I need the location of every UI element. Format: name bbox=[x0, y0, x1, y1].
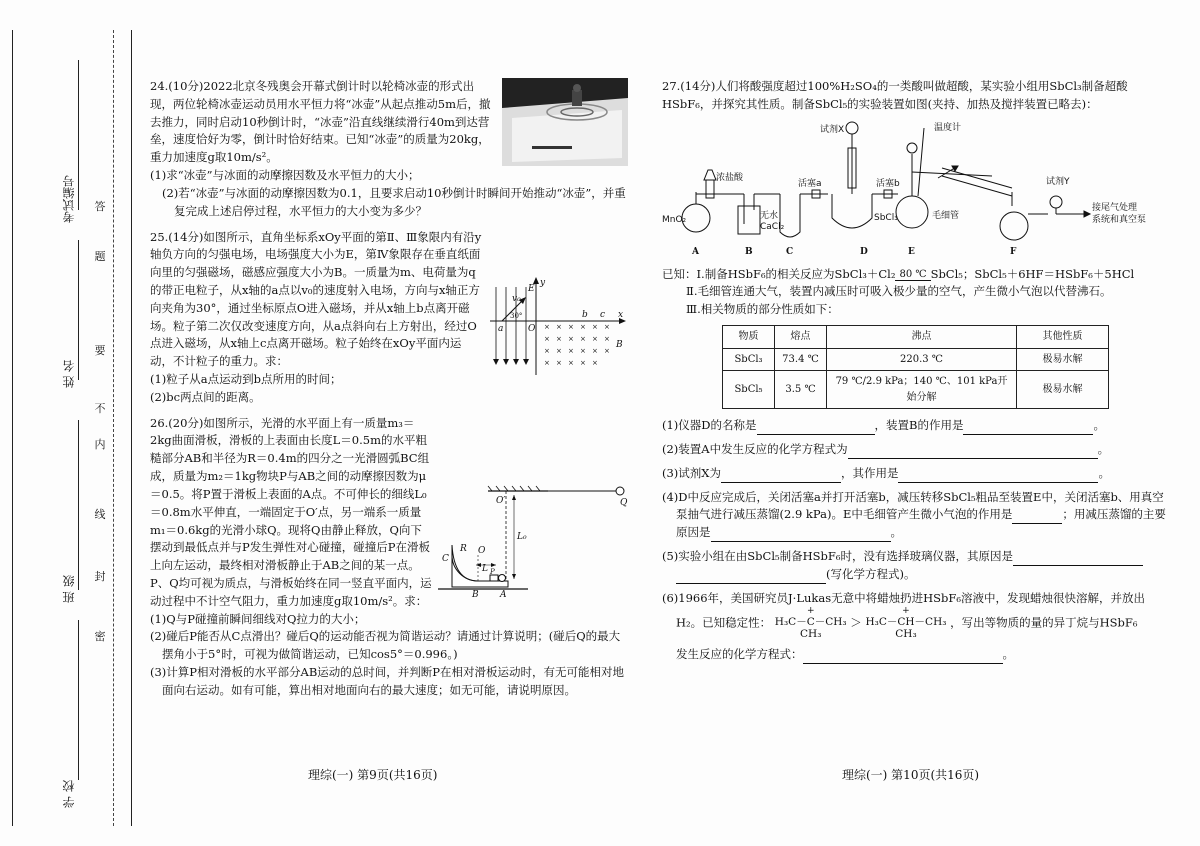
table-row bbox=[723, 371, 1109, 409]
q24-sub1: (1)求“冰壶”与冰面的动摩擦因数及水平恒力的大小； bbox=[150, 168, 420, 183]
fig-label-x: x bbox=[618, 309, 624, 320]
svg-text:×: × bbox=[556, 334, 562, 343]
carbocation-1: + H₃C－C－CH₃ CH₃ bbox=[774, 606, 847, 640]
fig-label-Q: Q bbox=[620, 497, 628, 508]
svg-text:×: × bbox=[604, 322, 610, 331]
q26-stem: 26.(20分)如图所示，光滑的水平面上有一质量m₃＝2kg曲面滑板，滑板的上表面由长度L＝0.5m的水平粗糙部分AB和半径为R＝0.4m的四分之一光滑圆弧BC组成，质量为m₂＝1kg物块P与AB之间的动摩擦因数为μ＝0.5。将P置于滑板上表面的A点。不可伸长的细线L₀＝0.8m水平伸直，一端固定于O′点，另一端系一质量m₁＝0.6kg的光滑小球Q。现将Q由静止释放，Q向下摆动到最低点并与P发生弹性对心碰撞，碰撞后P在滑板上向左运动，最终相对滑板静止于AB之间的某一点。P、Q均可视为质点，与滑板始终在同一竖直平面内，运动过程中不计空气阻力，重力加速度g取10m/s²。求： bbox=[150, 415, 432, 608]
svg-text:×: × bbox=[568, 346, 574, 355]
fig-label-E: E bbox=[528, 283, 535, 294]
q27-stem: 27.(14分)人们将酸强度超过100%H₂SO₄的一类酸叫做超酸，某实验小组用SbCl₃制备超酸HSbF₆，并探究其性质。制备SbCl₅的实验装置如图(夹持、加热及搅拌装置已略去)： bbox=[662, 79, 1128, 111]
known-1: 已知：Ⅰ.制备HSbF₆的相关反应为SbCl₃＋Cl₂ 80 ℃ SbCl₅；SbCl₅＋6HF＝HSbF₆＋5HCl bbox=[662, 266, 1135, 281]
answer-blank[interactable] bbox=[711, 541, 891, 542]
fig-label-a: a bbox=[498, 323, 504, 334]
label-B: B bbox=[745, 246, 753, 257]
q25-sub1: (1)粒子从a点运动到b点所用的时间； bbox=[150, 372, 342, 386]
q26-sub3: (3)计算P相对滑板的水平部分AB运动的总时间，并判断P在相对滑板运动时，有无可能相对地面向右运动。如有可能，算出相对地面向右的最大速度；如无可能，请说明原因。 bbox=[150, 665, 625, 697]
svg-text:×: × bbox=[604, 334, 610, 343]
exam-number-label: 考试编号 bbox=[62, 175, 76, 223]
curling-photo bbox=[502, 78, 628, 166]
school-label: 学 校 bbox=[62, 780, 76, 808]
table-cell: 极易水解 bbox=[1017, 371, 1109, 409]
answer-blank[interactable] bbox=[1013, 565, 1143, 566]
answer-blank[interactable] bbox=[963, 434, 1093, 435]
table-cell: 73.4 ℃ bbox=[775, 348, 827, 371]
svg-text:×: × bbox=[568, 358, 574, 367]
table-header-row bbox=[723, 326, 1109, 349]
seal-word: 内 bbox=[94, 438, 106, 451]
table-cell: 3.5 ℃ bbox=[775, 371, 827, 409]
q25-figure bbox=[488, 275, 628, 379]
table-header: 沸点 bbox=[827, 326, 1017, 349]
table-header: 熔点 bbox=[775, 326, 827, 349]
class-blank bbox=[78, 420, 79, 590]
label-reagent-x: 试剂X bbox=[820, 124, 845, 135]
label-cacl2: CaCl₂ bbox=[760, 221, 785, 232]
svg-text:×: × bbox=[544, 334, 550, 343]
answer-blank[interactable] bbox=[803, 663, 1003, 664]
label-sbcl3: SbCl₃ bbox=[874, 212, 898, 223]
right-column bbox=[662, 78, 1167, 664]
answer-blank[interactable] bbox=[898, 482, 1098, 483]
binding-line bbox=[131, 30, 132, 826]
q25-sub2: (2)bc两点间的距离。 bbox=[150, 389, 261, 404]
q26-sub2: (2)碰后P能否从C点滑出？碰后Q的运动能否视为简谐运动？请通过计算说明；(碰后Q的最大摆角小于5°时，可视为做简谐运动，已知cos5°＝0.996。) bbox=[150, 629, 621, 662]
fig-label-C: C bbox=[442, 553, 449, 564]
seal-word: 要 bbox=[94, 344, 106, 357]
fig-label-B: B bbox=[472, 589, 479, 600]
binding-strip bbox=[0, 0, 140, 846]
name-label: 姓 名 bbox=[62, 360, 76, 388]
apparatus-diagram bbox=[662, 114, 1167, 266]
table-header: 其他性质 bbox=[1017, 326, 1109, 349]
q27-sub2: (2)装置A中发生反应的化学方程式为 。 bbox=[662, 441, 1167, 459]
seal-word: 封 bbox=[94, 570, 106, 583]
fig-label-B: B bbox=[616, 339, 623, 350]
label-A: A bbox=[692, 246, 699, 257]
answer-blank[interactable] bbox=[757, 434, 875, 435]
answer-blank[interactable] bbox=[676, 583, 826, 584]
label-D: D bbox=[860, 246, 868, 257]
table-cell: SbCl₃ bbox=[723, 348, 775, 371]
seal-word: 题 bbox=[94, 250, 106, 263]
q27-sub5: (5)实验小组在由SbCl₅制备HSbF₆时，没有选择玻璃仪器，其原因是 (写化学方程式)。 bbox=[662, 548, 1167, 584]
fig-label-b: b bbox=[582, 309, 588, 320]
reaction-condition: 80 ℃ bbox=[895, 269, 930, 281]
q25-stem: 25.(14分)如图所示，直角坐标系xOy平面的第Ⅱ、Ⅲ象限内有沿y轴负方向的匀强电场，电场强度大小为E，第Ⅳ象限存在垂直纸面向里的匀强磁场，磁感应强度大小为B。一质量为m、电荷量为q的带正电粒子，从x轴的a点以v₀的速度射入电场，方向与x轴正方向夹角为30°，通过坐标原点O进入磁场，并从x轴上b点离开磁场。粒子第二次仅改变速度方向，从a点斜向右上方射出，经过O点进入磁场，从x轴上c点离开磁场。粒子始终在xOy平面内运动，不计粒子的重力。求： bbox=[150, 229, 482, 369]
answer-blank[interactable] bbox=[848, 458, 1098, 459]
svg-text:×: × bbox=[592, 358, 598, 367]
table-row bbox=[723, 348, 1109, 371]
carbocation-2: + H₃C－CH－CH₃ CH₃ bbox=[865, 606, 947, 640]
svg-text:×: × bbox=[556, 322, 562, 331]
label-C: C bbox=[786, 246, 794, 257]
label-conc-hcl: 浓盐酸 bbox=[716, 172, 744, 183]
svg-text:×: × bbox=[580, 346, 586, 355]
label-exhaust-system: 系统和真空泵 bbox=[1092, 214, 1147, 225]
q27-sub1: (1)仪器D的名称是 ，装置B的作用是 。 bbox=[662, 417, 1167, 435]
svg-text:×: × bbox=[544, 322, 550, 331]
left-column bbox=[150, 78, 628, 708]
svg-text:×: × bbox=[580, 334, 586, 343]
fig-label-L: L bbox=[482, 563, 488, 574]
svg-text:×: × bbox=[592, 322, 598, 331]
label-F: F bbox=[1010, 246, 1017, 257]
table-cell: SbCl₅ bbox=[723, 371, 775, 409]
class-label: 班 级 bbox=[62, 575, 76, 603]
known-2: Ⅱ.毛细管连通大气，装置内减压时可吸入极少量的空气，产生微小气泡以代替沸石。 bbox=[686, 284, 1112, 299]
question-25 bbox=[150, 229, 628, 407]
fig-label-R: R bbox=[460, 543, 467, 554]
table-header: 物质 bbox=[723, 326, 775, 349]
label-valve-a: 活塞a bbox=[798, 178, 822, 189]
svg-text:×: × bbox=[568, 334, 574, 343]
seal-word: 线 bbox=[94, 508, 106, 521]
label-capillary: 毛细管 bbox=[932, 210, 960, 221]
label-thermometer: 温度计 bbox=[934, 122, 962, 133]
seal-word: 不 bbox=[94, 402, 106, 415]
fig-label-O: O bbox=[478, 545, 486, 556]
svg-text:×: × bbox=[544, 358, 550, 367]
fig-label-angle: 30° bbox=[510, 311, 523, 320]
fig-label-O: O bbox=[528, 323, 536, 334]
fig-label-v0: v₀ bbox=[512, 293, 521, 304]
fig-label-c: c bbox=[600, 309, 606, 320]
svg-text:×: × bbox=[580, 358, 586, 367]
q24-sub2: (2)若“冰壶”与冰面的动摩擦因数为0.1，且要求启动10秒倒计时瞬间开始推动“冰壶”，并重复完成上述启停过程，水平恒力的大小变为多少？ bbox=[162, 185, 626, 218]
svg-text:×: × bbox=[604, 346, 610, 355]
seal-line bbox=[113, 30, 114, 826]
known-3: Ⅲ.相关物质的部分性质如下： bbox=[686, 302, 839, 317]
question-26 bbox=[150, 415, 628, 700]
svg-text:×: × bbox=[592, 346, 598, 355]
page-footer-left: 理综(一) 第9页(共16页) bbox=[308, 768, 438, 782]
label-anhydrous: 无水 bbox=[760, 210, 779, 221]
name-blank bbox=[78, 240, 79, 380]
q24-stem: 24.(10分)2022北京冬残奥会开幕式倒计时以轮椅冰壶的形式出现，两位轮椅冰壶运动员用水平恒力将“冰壶”从起点推动5m后，撤去推力，同时启动10秒倒计时，“冰壶”沿直线继续滑行40m到达营垒，速度恰好为零，倒计时恰好结束。已知“冰壶”的质量为20kg，重力加速度g取10m/s²。 bbox=[150, 79, 491, 165]
fig-label-L0: L₀ bbox=[517, 531, 527, 542]
exam-number-blank bbox=[78, 60, 79, 210]
school-blank bbox=[78, 620, 79, 780]
svg-text:×: × bbox=[580, 322, 586, 331]
q26-sub1: (1)Q与P碰撞前瞬间细线对Q拉力的大小； bbox=[150, 611, 366, 626]
fig-label-y: y bbox=[540, 277, 546, 288]
svg-text:×: × bbox=[544, 346, 550, 355]
answer-blank[interactable] bbox=[721, 482, 841, 483]
page-footer-right: 理综(一) 第10页(共16页) bbox=[842, 768, 980, 782]
q27-sub6: (6)1966年，美国研究员J·Lukas无意中将蜡烛扔进HSbF₆溶液中，发现蜡烛很快溶解，并放出H₂。已知稳定性： + H₃C－C－CH₃ CH₃ ＞ + H₃C－CH－CH₃ CH₃ ，写出等物质的量的异丁烷与HSbF₆ 发生反应的化学方程式： 。 bbox=[662, 590, 1167, 665]
label-exhaust: 接尾气处理 bbox=[1092, 202, 1138, 213]
svg-text:×: × bbox=[556, 346, 562, 355]
svg-text:×: × bbox=[568, 322, 574, 331]
fig-label-A: A bbox=[500, 589, 507, 600]
question-24 bbox=[150, 78, 628, 221]
label-reagent-y: 试剂Y bbox=[1046, 176, 1070, 187]
answer-blank[interactable] bbox=[1012, 523, 1062, 524]
seal-word: 答 bbox=[94, 200, 106, 213]
properties-table bbox=[722, 325, 1109, 409]
label-E: E bbox=[908, 246, 915, 257]
table-cell: 220.3 ℃ bbox=[827, 348, 1017, 371]
svg-text:×: × bbox=[556, 358, 562, 367]
table-cell: 极易水解 bbox=[1017, 348, 1109, 371]
table-cell: 79 ℃/2.9 kPa；140 ℃、101 kPa开始分解 bbox=[827, 371, 1017, 409]
label-mno2: MnO₂ bbox=[662, 214, 687, 225]
label-valve-b: 活塞b bbox=[876, 178, 900, 189]
binding-line bbox=[12, 30, 13, 826]
svg-text:×: × bbox=[592, 334, 598, 343]
fig-label-Oprime: O′ bbox=[496, 495, 506, 506]
fig-label-P: P bbox=[490, 567, 495, 576]
q26-figure bbox=[438, 485, 628, 601]
q27-sub3: (3)试剂X为 ，其作用是 。 bbox=[662, 465, 1167, 483]
q27-sub4: (4)D中反应完成后，关闭活塞a并打开活塞b，减压转移SbCl₅粗品至装置E中，关闭活塞b、用真空泵抽气进行减压蒸馏(2.9 kPa)。E中毛细管产生微小气泡的作用是 ；用减压蒸馏的主要原因是 。 bbox=[662, 489, 1167, 542]
seal-word: 密 bbox=[94, 630, 106, 643]
